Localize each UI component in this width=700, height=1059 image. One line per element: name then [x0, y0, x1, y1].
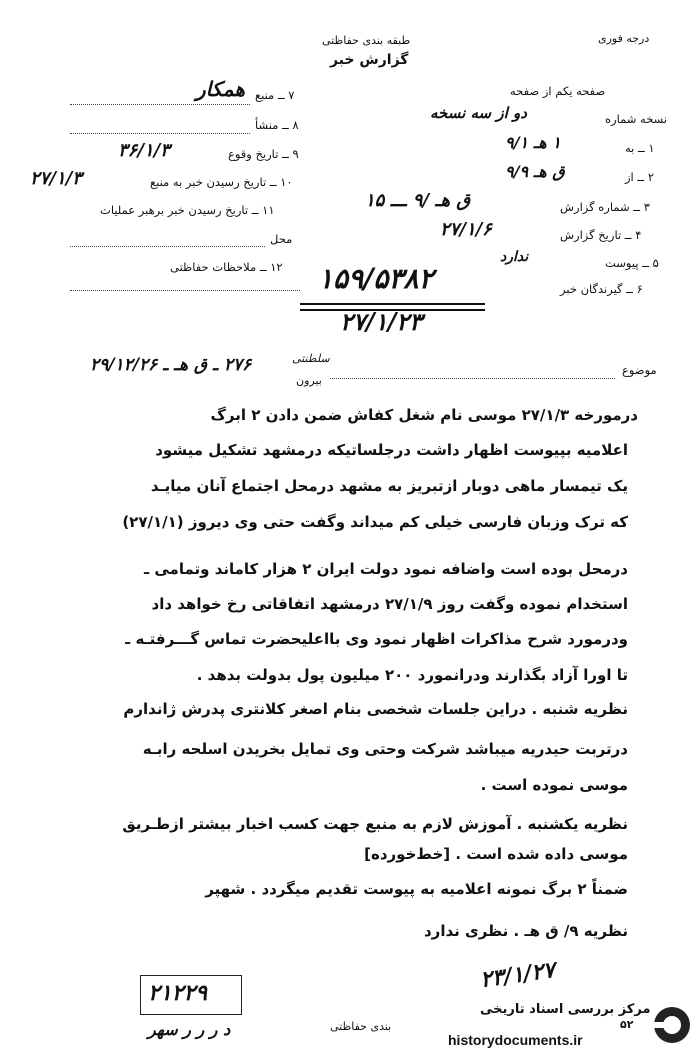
- body-line: تا اورا آزاد بگذارند ودرانمورد ۲۰۰ میلیون پول بدولت بدهد .: [196, 666, 628, 684]
- watermark-title: مرکز بررسی اسناد تاریخی: [480, 1002, 651, 1017]
- dotted-line: [70, 104, 250, 105]
- subject-stamp-text: سلطنتی: [292, 352, 330, 365]
- opinion-line: ضمناً ۲ برگ نمونه اعلامیه به پیوست تقدیم میگردد . شهپر: [205, 880, 628, 898]
- priority-label: درجه فوری: [598, 32, 650, 45]
- body-line: درتربت حیدریه میباشد شرکت وحتی وی تمایل بخریدن اسلحه رابـه: [142, 740, 628, 758]
- opinion-line: نظریه ۹/ ق هـ . نظری ندارد: [423, 922, 628, 940]
- field-report-date-label: ۴ ــ تاریخ گزارش: [560, 228, 642, 242]
- subject-stamp-text2: بیرون: [296, 374, 322, 387]
- field-place-label: محل: [270, 232, 293, 246]
- dotted-line: [70, 246, 265, 247]
- opinion-line: نظریه یکشنبه . آموزش لازم به منبع جهت کسب اخبار بیشتر ازطـریق: [122, 815, 628, 833]
- opinion-line: موسی داده شده است . [خط‌خورده]: [364, 845, 628, 863]
- watermark-logo-icon: [650, 1000, 692, 1050]
- underline-rule: [300, 303, 485, 305]
- form-title: گزارش خبر: [330, 52, 409, 68]
- field-attachment-value: ندارد: [500, 249, 529, 265]
- field-from-label: ۲ ــ از: [625, 170, 654, 184]
- registration-number: ۱۵۹/۵۳۸۲: [318, 262, 434, 295]
- copy-label: نسخه شماره: [605, 112, 668, 126]
- subject-handwritten: ۲۷۶ ـ ق هـ ـ ۲۹/۱۲/۲۶: [90, 355, 252, 375]
- dotted-line: [70, 133, 250, 134]
- registration-date: ۲۷/۱/۲۳: [340, 307, 422, 336]
- field-report-number-value: ق هـ /۹ ـــ ۱۵: [365, 190, 471, 211]
- field-occurrence-value: ۳۶/۱/۳: [118, 140, 170, 161]
- field-recipients-label: ۶ ــ گیرندگان خبر: [560, 282, 643, 296]
- handwritten-number: ۲۱۲۲۹: [148, 980, 208, 1006]
- field-received-source-value: ۲۷/۱/۳: [30, 168, 82, 189]
- handwritten-signature: د ر ر ر سهر: [148, 1020, 231, 1039]
- body-line: که ترک وزبان فارسی خیلی کم میداند وگفت حتی وی دیروز (۲۷/۱/۱): [122, 513, 628, 531]
- body-line: نظریه شنبه . دراین جلسات شخصی بنام اصغر کلانتری پدرش ژاندارم: [123, 700, 628, 718]
- body-line: موسی نموده است .: [480, 776, 628, 794]
- body-line: اعلامیه بپیوست اظهار داشت درجلساتیکه درمشهد تشکیل میشود: [155, 441, 628, 459]
- field-received-leader-label: ۱۱ ــ تاریخ رسیدن خبر برهبر عملیات: [100, 203, 275, 217]
- classification-bottom: بندی حفاظتی: [330, 1020, 392, 1033]
- field-occurrence-label: ۹ ــ تاریخ وقوع: [228, 147, 299, 161]
- field-to-value: ۱ هـ ۹/۱: [505, 133, 561, 152]
- body-line: درمورخه ۲۷/۱/۳ موسی نام شغل کفاش ضمن دادن ۲ ابرگ: [210, 406, 638, 424]
- field-security-notes-label: ۱۲ ــ ملاحظات حفاظتی: [170, 260, 283, 274]
- field-source-value: همکار: [196, 77, 245, 101]
- field-from-value: ق هـ ۹/۹: [505, 162, 565, 181]
- handwritten-date: ۲۳/۱/۲۷: [478, 956, 557, 994]
- field-attachment-label: ۵ ــ پیوست: [605, 256, 659, 270]
- copy-value: دو از سه نسخه: [430, 104, 527, 122]
- page-line: صفحه یکم از صفحه: [510, 84, 606, 98]
- classification-top: طبقه بندی حفاظتی: [322, 34, 411, 47]
- field-origin-label: ۸ ــ منشأ: [255, 118, 299, 132]
- body-line: استخدام نموده وگفت روز ۲۷/۱/۹ درمشهد اتفاقاتی رخ خواهد داد: [151, 595, 628, 613]
- watermark-url: historydocuments.ir: [448, 1032, 583, 1048]
- field-received-source-label: ۱۰ ــ تاریخ رسیدن خبر به منبع: [150, 175, 293, 189]
- field-source-label: ۷ ــ منبع: [255, 88, 295, 102]
- body-line: درمحل بوده است واضافه نمود دولت ایران ۲ هزار کاماند وتمامی ـ: [144, 560, 628, 578]
- field-report-number-label: ۳ ــ شماره گزارش: [560, 200, 650, 214]
- dotted-line: [70, 290, 300, 291]
- body-line: ودرمورد شرح مذاکرات اظهار نمود وی بااعلیحضرت تماس گـــرفتـه ـ: [125, 630, 628, 648]
- field-report-date-value: ۲۷/۱/۶: [440, 219, 492, 240]
- field-to-label: ۱ ــ به: [625, 141, 655, 155]
- subject-label: موضوع: [622, 363, 657, 377]
- body-line: یک تیمسار ماهی دوبار ازتبریز به مشهد درمحل اجتماع آنان میایـد: [150, 477, 628, 495]
- page-number: ۵۲: [620, 1018, 634, 1031]
- dotted-line: [330, 378, 615, 379]
